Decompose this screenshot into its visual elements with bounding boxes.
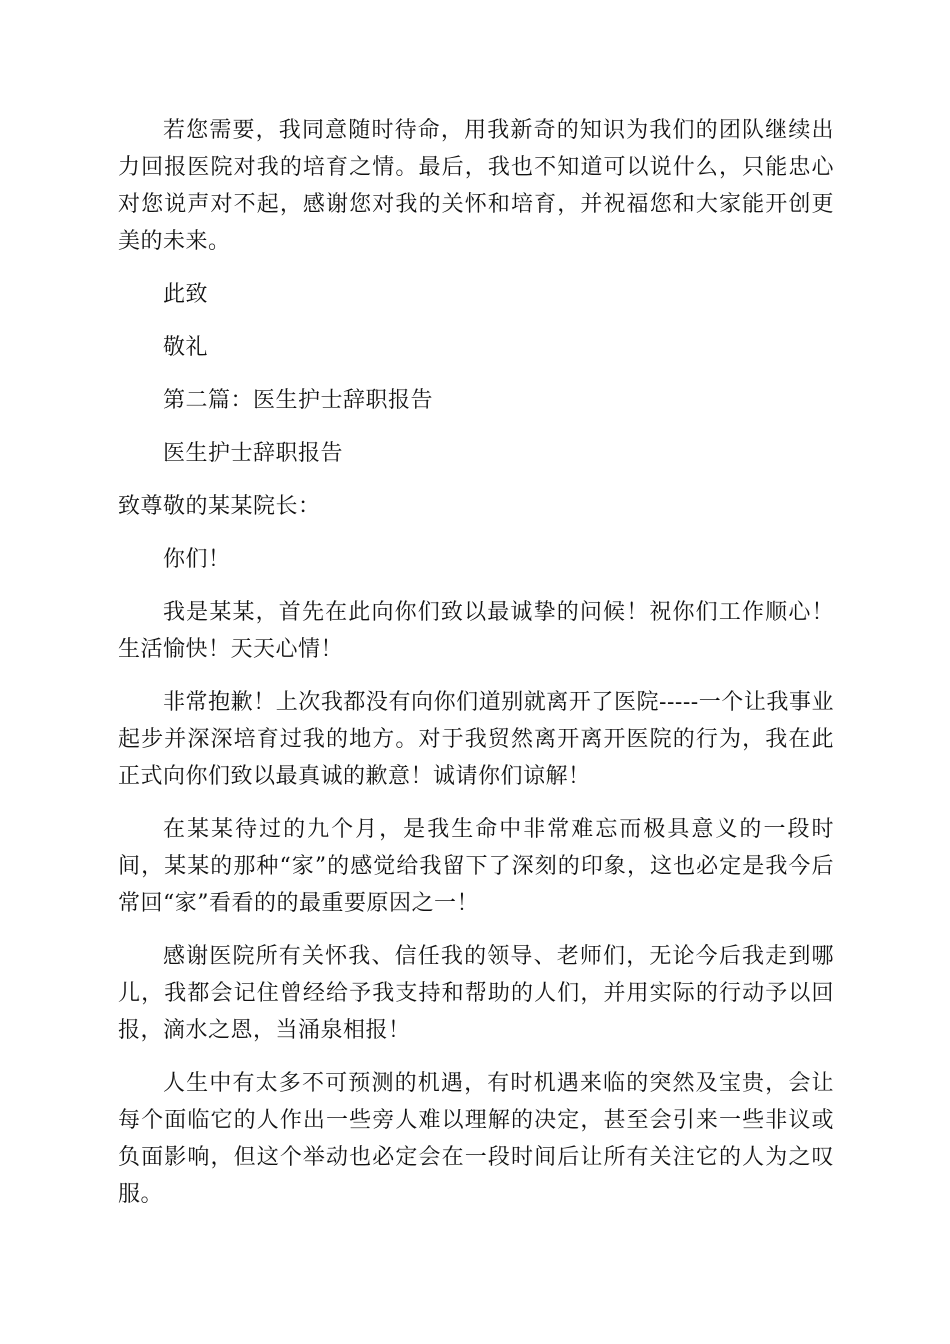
paragraph-thanks: 感谢医院所有关怀我、信任我的领导、老师们，无论今后我走到哪儿，我都会记住曾经给予我支持和帮助的人们，并用实际的行动予以回报，滴水之恩，当涌泉相报！ [118,944,834,1043]
paragraph-cizhi: 此致 [163,282,209,307]
salutation: 致尊敬的某某院长： [118,494,321,519]
paragraph-closing-offer: 若您需要，我同意随时待命，用我新奇的知识为我们的团队继续出力回报医院对我的培育之情。最后，我也不知道可以说什么，只能忠心对您说声对不起，感谢您对我的关怀和培育，并祝福您和大家能开创更美的未来。 [118,118,834,254]
document-body [118,112,834,1229]
paragraph-jingli: 敬礼 [163,335,209,360]
section-heading: 第二篇：医生护士辞职报告 [163,388,434,413]
paragraph-opportunity: 人生中有太多不可预测的机遇，有时机遇来临的突然及宝贵，会让每个面临它的人作出一些旁人难以理解的决定，甚至会引来一些非议或负面影响，但这个举动也必定会在一段时间后让所有关注它的人为之叹服。 [118,1071,834,1207]
paragraph-introduction: 我是某某，首先在此向你们致以最诚挚的问候！祝你们工作顺心！生活愉快！天天心情！ [118,600,834,662]
paragraph-nine-months: 在某某待过的九个月，是我生命中非常难忘而极具意义的一段时间，某某的那种“家”的感觉给我留下了深刻的印象，这也必定是我今后常回“家”看看的的最重要原因之一！ [118,817,834,916]
letter-title: 医生护士辞职报告 [163,441,344,466]
paragraph-greeting: 你们！ [163,547,231,572]
paragraph-apology: 非常抱歉！上次我都没有向你们道别就离开了医院-----一个让我事业起步并深深培育过我的地方。对于我贸然离开离开医院的行为，我在此正式向你们致以最真诚的歉意！诚请你们谅解！ [118,690,834,789]
